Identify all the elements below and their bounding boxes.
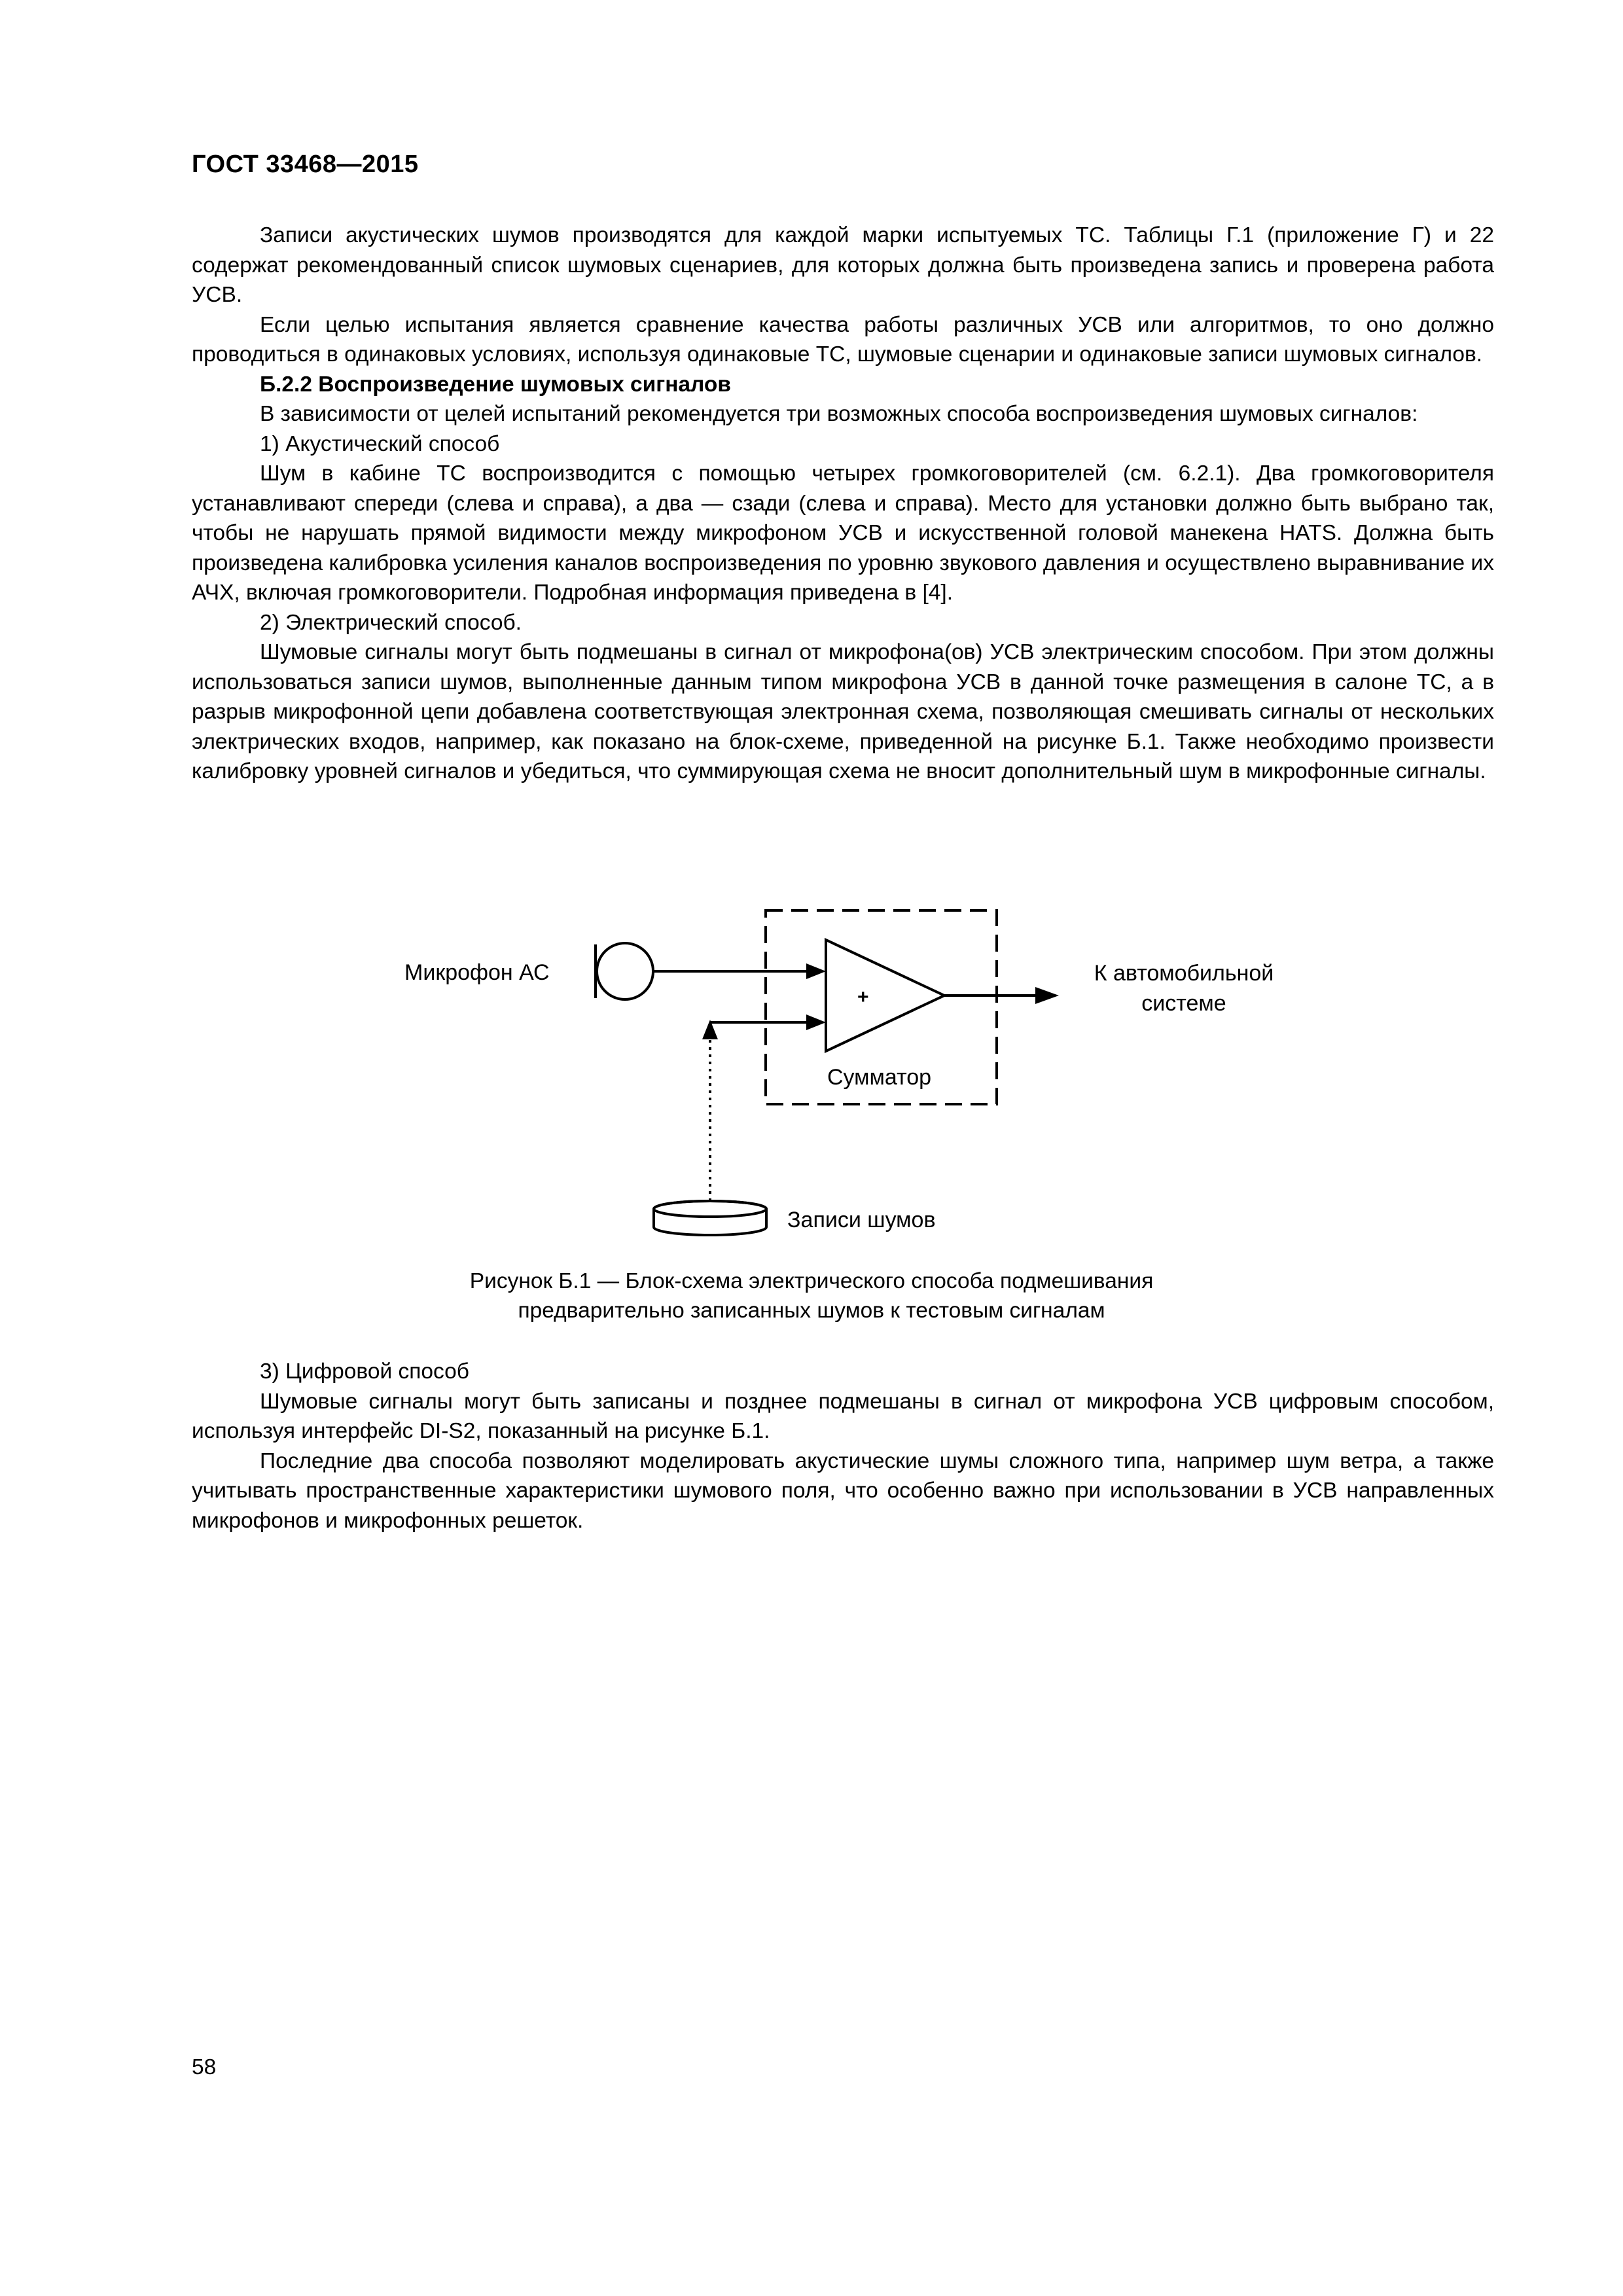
microphone-label: Микрофон АС — [404, 960, 550, 985]
figure-caption — [0, 1266, 1623, 1325]
summing-amplifier-icon — [826, 940, 944, 1051]
caption-line2: предварительно записанных шумов к тестовым сигналам — [518, 1299, 1105, 1323]
paragraph-noise-records: Записи акустических шумов производятся для каждой марки испытуемых ТС. Таблицы Г.1 (приложение Г) и 22 содержат рекомендованный список шумовых сценариев, для которых должна быть произведена запись и проверена работа УСВ. — [192, 223, 1494, 307]
block-diagram — [0, 903, 1623, 1270]
output-label-line1: К автомобильной — [1094, 961, 1274, 986]
list-item-digital: 3) Цифровой способ — [260, 1359, 469, 1384]
section-heading: Б.2.2 Воспроизведение шумовых сигналов — [260, 372, 731, 397]
list-item-electric: 2) Электрический способ. — [260, 610, 522, 635]
main-text-block — [192, 221, 1494, 787]
list-item-acoustic: 1) Акустический способ — [260, 431, 500, 456]
document-header: ГОСТ 33468—2015 — [192, 151, 419, 178]
summator-label: Сумматор — [827, 1065, 932, 1090]
disk-icon — [654, 1201, 766, 1235]
noise-records-label: Записи шумов — [787, 1208, 936, 1232]
paragraph-electric-method: Шумовые сигналы могут быть подмешаны в сигнал от микрофона(ов) УСВ электрическим способом. При этом должны использоваться записи шумов, выполненные данным типом микрофона УСВ в данной точке размещения в салоне ТС, а в разрыв микрофонной цепи добавлена соответствующая электронная схема, позволяющая смешивать сигналы от нескольких электрических входов, например, как показано на блок-схеме, приведенной на рисунке Б.1. Также необходимо произвести калибровку уровней сигналов и убедиться, что суммирующая схема не вносит дополнительный шум в микрофонные сигналы. — [192, 640, 1494, 783]
caption-line1: Рисунок Б.1 — Блок-схема электрического способа подмешивания — [469, 1269, 1154, 1293]
secondary-text-block — [192, 1357, 1494, 1535]
block-diagram-figure — [0, 903, 1623, 1270]
paragraph-test-conditions: Если целью испытания является сравнение качества работы различных УСВ или алгоритмов, то оно должно проводиться в одинаковых условиях, используя одинаковые ТС, шумовые сценарии и одинаковые записи шумовых сигналов. — [192, 312, 1494, 367]
paragraph-methods-intro: В зависимости от целей испытаний рекомендуется три возможных способа воспроизведения шумовых сигналов: — [260, 402, 1418, 426]
microphone-icon — [596, 943, 653, 999]
output-arrow-icon — [1035, 987, 1059, 1004]
plus-sign: + — [857, 986, 869, 1008]
paragraph-acoustic-method: Шум в кабине ТС воспроизводится с помощью четырех громкоговорителей (см. 6.2.1). Два громкоговорителя устанавливают спереди (слева и справа), а два — сзади (слева и справа). Место для установки должно быть выбрано так, чтобы не нарушать прямой видимости между микрофоном УСВ и искусственной головой манекена HATS. Должна быть произведена калибровка усиления каналов воспроизведения по уровню звукового давления и осуществлено выравнивание их АЧХ, включая громкоговорители. Подробная информация приведена в [4]. — [192, 461, 1494, 605]
page-number: 58 — [192, 2055, 217, 2079]
mic-arrow-icon — [806, 963, 826, 979]
output-label-line2: системе — [1141, 991, 1226, 1016]
paragraph-digital-method: Шумовые сигналы могут быть записаны и позднее подмешаны в сигнал от микрофона УСВ цифровым способом, используя интерфейс DI-S2, показанный на рисунке Б.1. — [192, 1389, 1494, 1443]
noise-input-arrow-icon — [806, 1014, 826, 1030]
paragraph-conclusion: Последние два способа позволяют моделировать акустические шумы сложного типа, например шум ветра, а также учитывать пространственные характеристики шумового поля, что особенно важно при использовании в УСВ направленных микрофонов и микрофонных решеток. — [192, 1448, 1494, 1533]
